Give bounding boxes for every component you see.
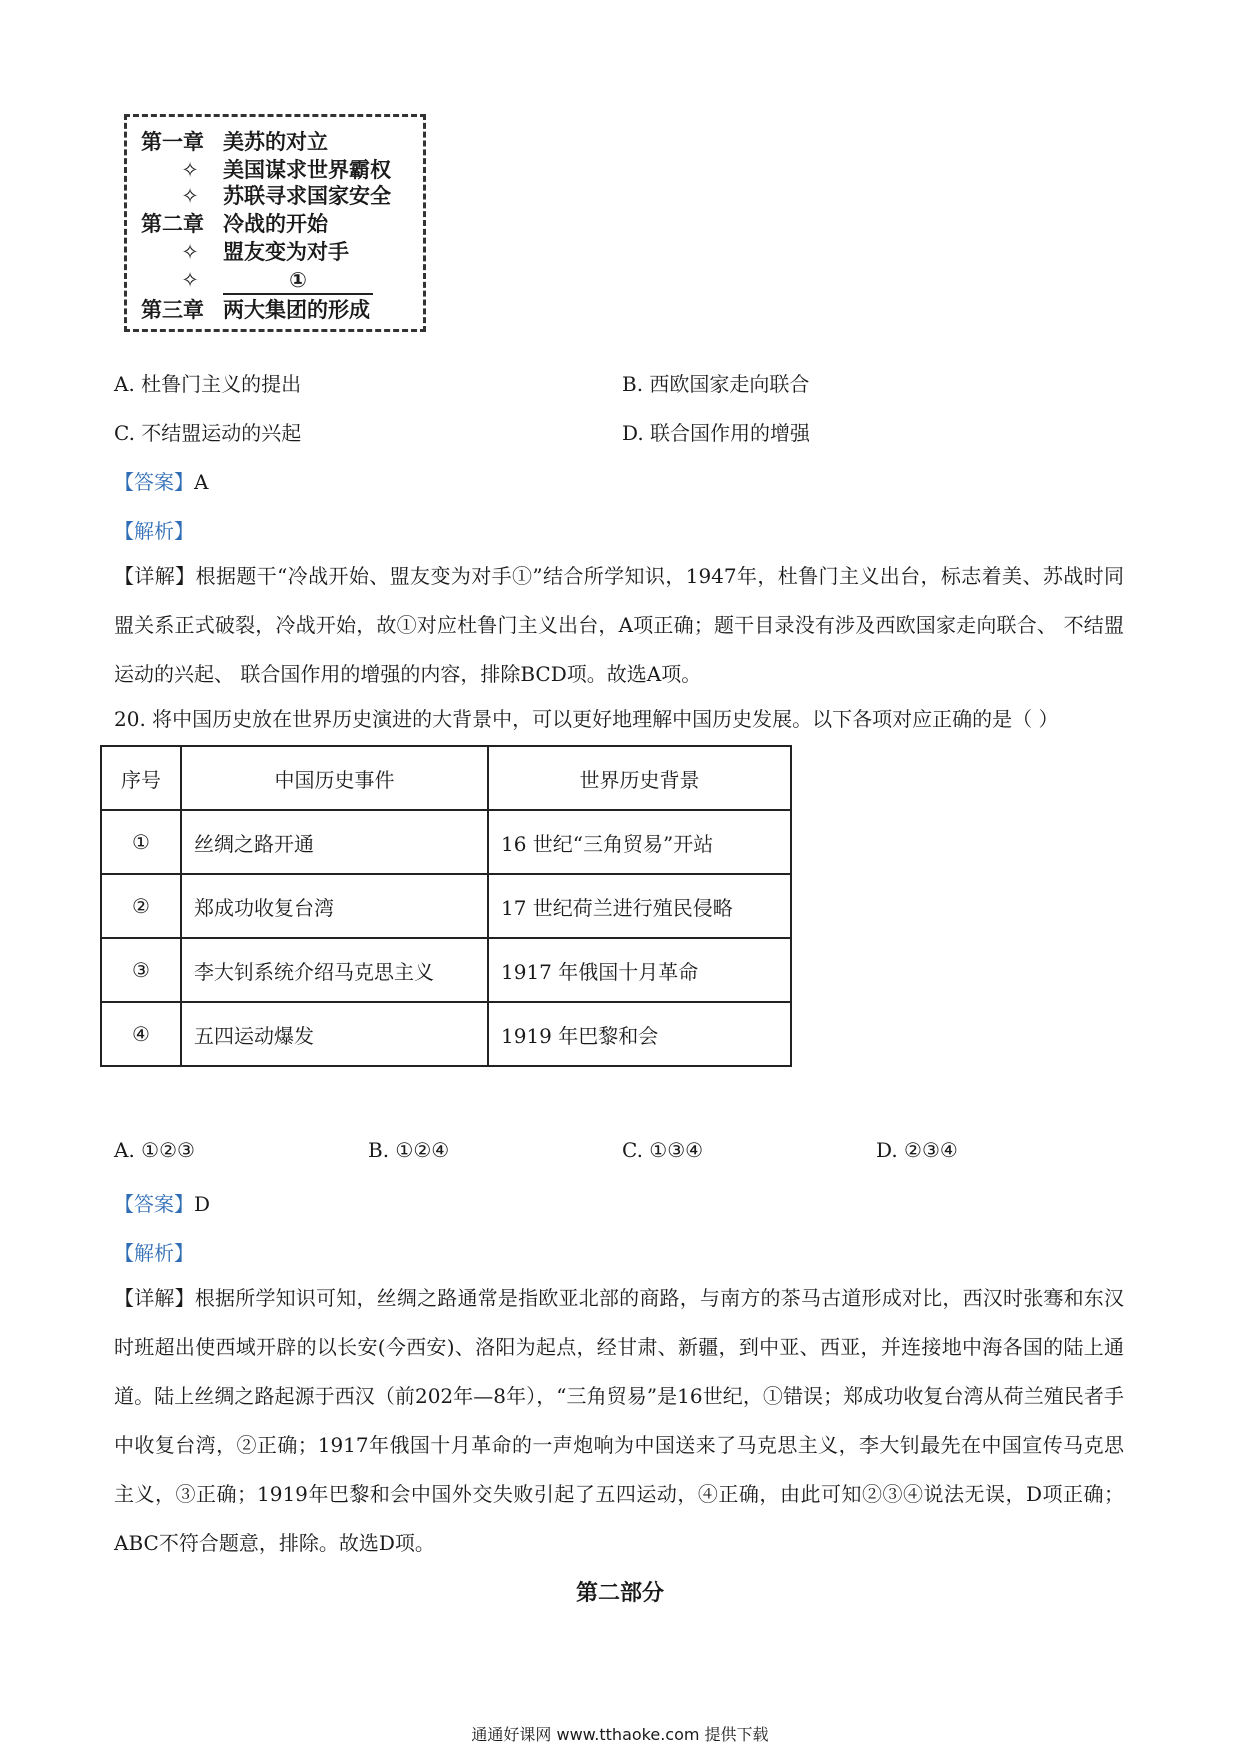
table-cell: 17 世纪荷兰进行殖民侵略 xyxy=(488,874,791,938)
outline-item-text: 美国谋求世界霸权 xyxy=(223,158,391,182)
q19-option-a: A. 杜鲁门主义的提出 xyxy=(114,372,302,396)
table-cell: ④ xyxy=(101,1002,181,1066)
table-cell: 1917 年俄国十月革命 xyxy=(488,938,791,1002)
answer-label: 【答案】 xyxy=(114,1192,194,1216)
table-cell: 李大钊系统介绍马克思主义 xyxy=(181,938,488,1002)
outline-item xyxy=(141,267,373,295)
table-cell: 16 世纪“三角贸易”开站 xyxy=(488,810,791,874)
q19-option-b: B. 西欧国家走向联合 xyxy=(622,372,810,396)
chapter-1-title: 美苏的对立 xyxy=(223,130,328,154)
q19-option-c: C. 不结盟运动的兴起 xyxy=(114,421,302,445)
detail-text: 根据所学知识可知，丝绸之路通常是指欧亚北部的商路，与南方的茶马古道形成对比，西汉时张骞和东汉时班超出使西域开辟的以长安(今西安)、洛阳为起点，经甘肃、新疆，到中亚、西亚，并连接地中海各国的陆上通道。陆上丝绸之路起源于西汉（前202年—8年），“三角贸易”是16世纪，①错误；郑成功收复台湾从荷兰殖民者手中收复台湾，②正确；1917年俄国十月革命的一声炮响为中国送来了马克思主义，李大钊最先在中国宣传马克思主义，③正确；1919年巴黎和会中国外交失败引起了五四运动，④正确，由此可知②③④说法无误，D项正确；ABC不符合题意，排除。故选D项。 xyxy=(114,1286,1125,1555)
table-cell: 五四运动爆发 xyxy=(181,1002,488,1066)
table-cell: ② xyxy=(101,874,181,938)
outline-item xyxy=(141,157,391,183)
chapter-2-title: 冷战的开始 xyxy=(223,212,328,236)
table-cell: 1919 年巴黎和会 xyxy=(488,1002,791,1066)
q20-detail xyxy=(114,1274,1124,1568)
table-cell: ① xyxy=(101,810,181,874)
table-cell: ③ xyxy=(101,938,181,1002)
answer-value: D xyxy=(194,1192,211,1216)
answer-label: 【答案】 xyxy=(114,470,194,494)
outline-item xyxy=(141,239,349,265)
q19-option-d: D. 联合国作用的增强 xyxy=(622,421,811,445)
q19-answer xyxy=(114,466,208,495)
chapter-1-label: 第一章 xyxy=(141,130,204,154)
page-footer: 通通好课网 www.tthaoke.com 提供下载 xyxy=(471,1725,769,1744)
chapter-outline-box xyxy=(124,114,426,332)
table-row xyxy=(101,874,791,938)
outline-item-text: 苏联寻求国家安全 xyxy=(223,184,391,208)
answer-value: A xyxy=(194,470,209,494)
q20-option-a: A. ①②③ xyxy=(114,1138,195,1162)
table-row xyxy=(101,938,791,1002)
outline-chapter-2 xyxy=(141,211,328,237)
diamond-icon: ✧ xyxy=(181,184,199,208)
table-header-row xyxy=(101,746,791,810)
detail-text: 根据题干“冷战开始、盟友变为对手①”结合所学知识，1947年，杜鲁门主义出台，标志着美、苏战时同盟关系正式破裂，冷战开始，故①对应杜鲁门主义出台，A项正确；题干目录没有涉及西欧国家走向联合、 不结盟运动的兴起、 联合国作用的增强的内容，排除BCD项。故选A项。 xyxy=(114,564,1124,686)
table-row xyxy=(101,1002,791,1066)
table-row xyxy=(101,810,791,874)
table-header: 世界历史背景 xyxy=(488,746,791,810)
detail-label: 【详解】 xyxy=(114,564,196,588)
q20-answer xyxy=(114,1188,210,1217)
table-cell: 郑成功收复台湾 xyxy=(181,874,488,938)
chapter-2-label: 第二章 xyxy=(141,212,204,236)
section-title: 第二部分 xyxy=(575,1581,664,1606)
q20-option-c: C. ①③④ xyxy=(622,1138,704,1162)
q20-question: 20. 将中国历史放在世界历史演进的大背景中，可以更好地理解中国历史发展。以下各项对应正确的是（ ） xyxy=(114,707,1059,731)
q20-option-d: D. ②③④ xyxy=(876,1138,958,1162)
outline-chapter-3 xyxy=(141,297,370,323)
chapter-3-title: 两大集团的形成 xyxy=(223,298,370,322)
outline-blank: ① xyxy=(223,267,373,295)
diamond-icon: ✧ xyxy=(181,158,199,182)
history-table xyxy=(100,745,792,1067)
q20-option-b: B. ①②④ xyxy=(368,1138,450,1162)
diamond-icon: ✧ xyxy=(181,240,199,264)
table-header: 中国历史事件 xyxy=(181,746,488,810)
diamond-icon: ✧ xyxy=(181,268,199,292)
table-header: 序号 xyxy=(101,746,181,810)
table-cell: 丝绸之路开通 xyxy=(181,810,488,874)
detail-label: 【详解】 xyxy=(114,1286,195,1310)
outline-item xyxy=(141,183,391,209)
outline-chapter-1 xyxy=(141,129,328,155)
q19-analysis-label: 【解析】 xyxy=(114,519,194,543)
q19-detail xyxy=(114,552,1124,699)
chapter-3-label: 第三章 xyxy=(141,298,204,322)
outline-item-text: 盟友变为对手 xyxy=(223,240,349,264)
q20-analysis-label: 【解析】 xyxy=(114,1241,194,1265)
